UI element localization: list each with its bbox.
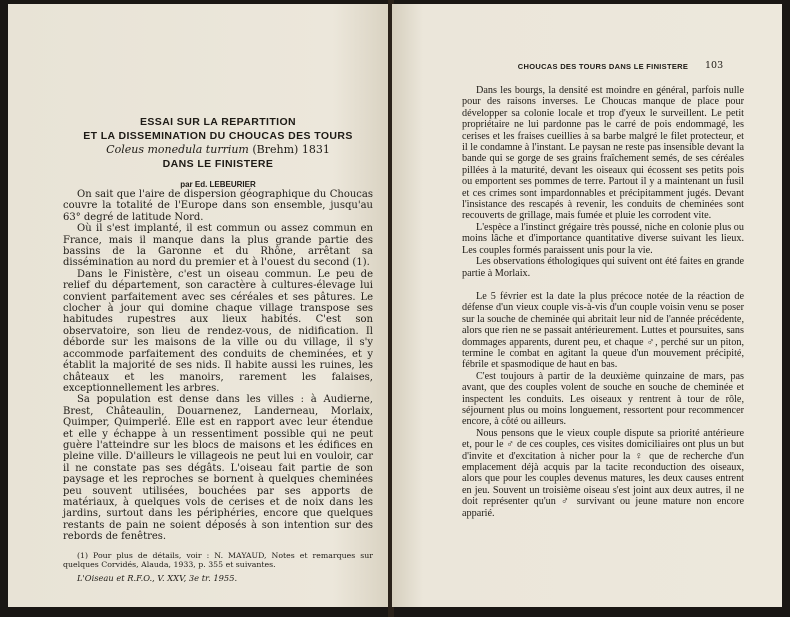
paragraph: L'espèce a l'instinct grégaire très poussé, niche en colonie plus ou moins lâche et d'importance quantitative diverse suivant les lieux. Les couples formés paraissent unis pour la vie. — [462, 221, 744, 256]
paragraph: Le 5 février est la date la plus précoce notée de la réaction de défense d'un vieux couple vis-à-vis d'un couple voisin venu se poser sur la souche de cheminée qui abritait leur nid de l'année précédente, alors que rien ne se passait antérieurement. Luttes et poursuites, sans dommages apparents, durent peu, et chaque ♂, perché sur un piton, termine le combat en agitant la queue d'un mouvement précipité, fébrile et spasmodique de haut en bas. — [462, 290, 744, 371]
title-line-4: DANS LE FINISTERE — [162, 158, 274, 170]
species-author: (Brehm) 1831 — [252, 143, 330, 156]
title-line-1: ESSAI SUR LA REPARTITION — [139, 116, 297, 128]
paragraph: Où il s'est implanté, il est commun ou assez commun en France, mais il manque dans la plus grande partie des bassins de la Garonne et du Rhône, arrêtant sa dissémination au nord du premier et à l'ouest du second (1). — [63, 223, 373, 269]
journal-reference: L'Oiseau et R.F.O., V. XXV, 3e tr. 1955. — [77, 572, 238, 583]
right-page — [392, 4, 782, 607]
paragraph: Nous pensons que le vieux couple dispute sa priorité antérieure et, pour le ♂ de ces couples, ces visites domiciliaires ont plus un but d'invite et d'excitation à nicher pour la ♀ que de recherche d'un emplacement déjà acquis par la tacite reconduction des oiseaux, alors que pour les couples devenus matures, les deux causes entrent en jeu. Souvent un troisième oiseau s'est joint aux deux autres, il ne doit représenter qu'un ♂ survivant ou jeune mature non encore apparié. — [462, 427, 744, 519]
paragraph: Sa population est dense dans les villes : à Audierne, Brest, Châteaulin, Douarnenez, Landerneau, Morlaix, Quimper, Quimperlé. Elle est en rapport avec leur étendue et elle y échappe à un ressentiment possible qui ne peut guère l'atteindre sur les blocs de maisons et les édifices en pleine ville. D'ailleurs le villageois ne peut lui en vouloir, car il ne constate pas ses dégâts. L'oiseau fait partie de son paysage et les reproches se bornent à quelques cheminées peu souvent utilisées, bouchées par ses apports de matériaux, à quelques vols de cerises et de noix dans les jardins, surtout dans les périphéries, encore que quelques restants de pain ne soient déposés à son intention sur des rebords de fenêtres. — [63, 394, 373, 543]
paragraph: C'est toujours à partir de la deuxième quinzaine de mars, pas avant, que des couples volent de souche en souche de cheminée et inspectent les conduits. Les oiseaux y rentrent à tour de rôle, séjournent plus ou moins longuement, ressortent pour recommencer encore, à côté ou ailleurs. — [462, 370, 744, 428]
paragraph: Dans le Finistère, c'est un oiseau commun. Le peu de relief du département, son caractère à cultures-élevage lui convient parfaitement avec ses céréales et ses pâtures. Le clocher à jour qui domine chaque village transpose ses habitudes rupestres aux lieux habités. C'est son observatoire, son lieu de rendez-vous, de nidification. Il déborde sur les maisons de la ville ou du village, il s'y accommode parfaitement des conduits de cheminées, et y établit la majorité de ses nids. Il habite aussi les ruines, les châteaux et les manoirs, rarement les falaises, exceptionnellement les arbres. — [63, 268, 373, 394]
title-line-2: ET LA DISSEMINATION DU CHOUCAS DES TOURS — [83, 130, 353, 142]
species-latin-name: Coleus monedula turrium — [106, 143, 249, 156]
paragraph: Dans les bourgs, la densité est moindre en général, parfois nulle pour des raisons inverses. Le Choucas manque de place pour développer sa colonie locale et trop d'yeux le surveillent. Le petit propriétaire ne lui pardonne pas le carré de pois endommagé, les cerises et les fraises cueillies à sa barbe malgré le filet protecteur, et il le condamne à l'instant. Le paysan ne reste pas insensible devant la bande qui se gorge de ses grains fraîchement semés, de ses céréales pillées à la maturité, devant les oiseaux qui écossent ses petits pois ou emportent ses pommes de terre. Partout il y a maintenant un fusil et ces crimes sont impardonnables et précipitamment jugés. Devant l'insistance des rescapés à revenir, les conduits de cheminées sont recouverts de grillage, mais fumée et pluie les corrodent vite. — [462, 85, 744, 222]
left-body-text — [63, 189, 373, 584]
right-body-text — [462, 85, 744, 519]
title-species — [63, 143, 373, 157]
footnote: (1) Pour plus de détails, voir : N. MAYAUD, Notes et remarques sur quelques Corvidés, Alauda, 1933, p. 355 et suivantes. — [63, 550, 373, 570]
paragraph: On sait que l'aire de dispersion géographique du Choucas couvre la totalité de l'Europe dans son ensemble, jusqu'au 63° degré de latitude Nord. — [63, 189, 373, 223]
page-number: 103 — [705, 60, 724, 71]
paragraph: Les observations éthologiques qui suivent ont été faites en grande partie à Morlaix. — [462, 256, 744, 279]
left-page — [8, 4, 390, 607]
running-head: CHOUCAS DES TOURS DANS LE FINISTERE — [517, 62, 689, 71]
article-title — [63, 115, 373, 190]
section-gap — [462, 279, 744, 291]
author-byline: par Ed. LEBEURIER — [180, 180, 256, 189]
